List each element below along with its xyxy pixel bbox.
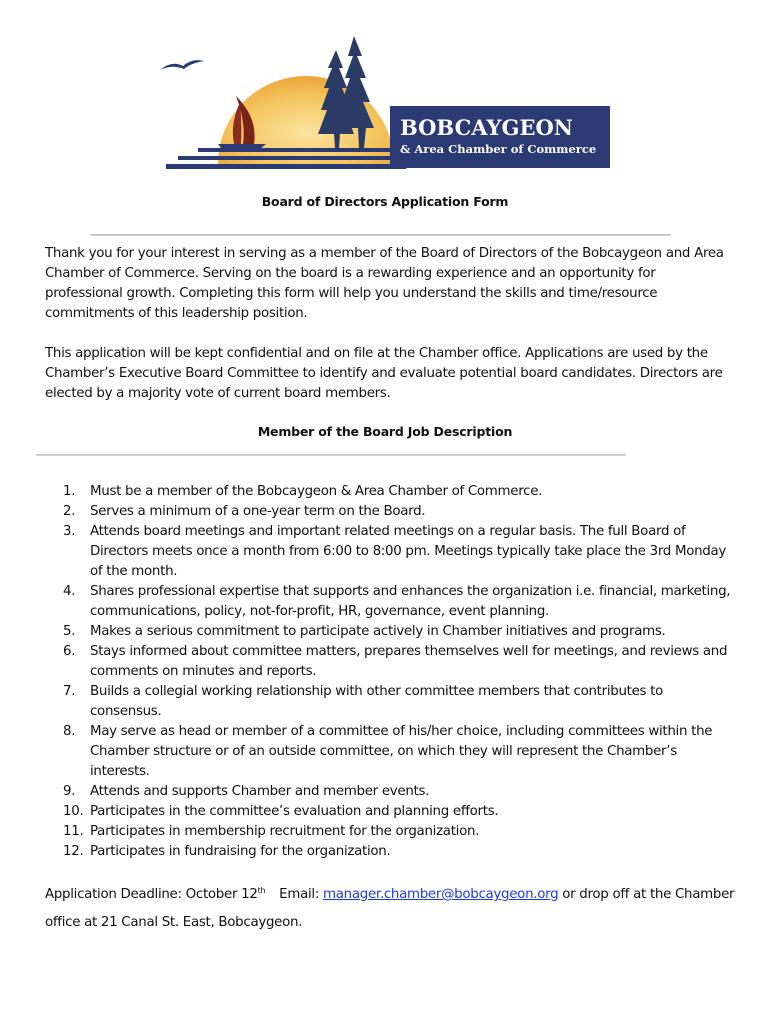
form-title: Board of Directors Application Form [261, 194, 509, 209]
deadline-suffix: th [257, 886, 266, 895]
logo-name: BOBCAYGEON [400, 115, 573, 140]
seagull-icon [160, 60, 204, 70]
intro-paragraph: Thank you for your interest in serving as a member of the Board of Directors of the Bobcaygeon and Area Chamber of Commerce. Serving on the board is a rewarding experience and an opportunity for professional growth. Completing this form will help you understand the skills and time/resource commitments of this leadership position. [45, 246, 724, 321]
item-text: Makes a serious commitment to participate actively in Chamber initiatives and programs. [90, 624, 666, 639]
item-number: 2. [63, 504, 76, 519]
item-text: Attends and supports Chamber and member events. [90, 784, 430, 799]
list-item [45, 682, 735, 722]
item-text: Stays informed about committee matters, prepares themselves well for meetings, and reviews and comments on minutes and reports. [90, 644, 728, 679]
item-text: Participates in fundraising for the organization. [90, 844, 391, 859]
list-item [45, 582, 735, 622]
item-number: 11. [63, 824, 84, 839]
duties-list [45, 482, 735, 862]
divider [36, 454, 626, 456]
chamber-logo [158, 36, 613, 174]
item-number: 8. [63, 724, 76, 739]
email-link[interactable]: manager.chamber@bobcaygeon.org [323, 887, 559, 902]
item-text: Builds a collegial working relationship with other committee members that contributes to consensus. [90, 684, 663, 719]
logo-tagline: & Area Chamber of Commerce [400, 142, 597, 156]
item-number: 7. [63, 684, 76, 699]
item-number: 3. [63, 524, 76, 539]
deadline-label: Application Deadline: October 12 [45, 887, 258, 902]
list-item [45, 642, 735, 682]
list-item [45, 782, 735, 802]
job-description-title: Member of the Board Job Description [257, 424, 513, 439]
item-text: May serve as head or member of a committee of his/her choice, including committees within the Chamber structure or of an outside committee, on which they will represent the Chamber’s interests. [90, 724, 713, 779]
item-text: Participates in membership recruitment for the organization. [90, 824, 480, 839]
item-number: 5. [63, 624, 76, 639]
item-text: Serves a minimum of a one-year term on the Board. [90, 504, 426, 519]
item-text: Must be a member of the Bobcaygeon & Area Chamber of Commerce. [90, 484, 543, 499]
list-item [45, 802, 735, 822]
email-label: Email: [279, 887, 320, 902]
item-number: 9. [63, 784, 76, 799]
list-item [45, 842, 735, 862]
application-deadline [45, 881, 735, 937]
list-item [45, 482, 735, 502]
list-item [45, 822, 735, 842]
confidentiality-paragraph: This application will be kept confidential and on file at the Chamber office. Applications are used by the Chamber’s Executive Board Committee to identify and evaluate potential board candidates. Directors are elected by a majority vote of current board members. [45, 346, 723, 401]
list-item [45, 522, 735, 582]
list-item [45, 722, 735, 782]
item-text: Shares professional expertise that supports and enhances the organization i.e. financial, marketing, communications, policy, not-for-profit, HR, governance, event planning. [90, 584, 731, 619]
item-number: 1. [63, 484, 76, 499]
item-text: Participates in the committee’s evaluation and planning efforts. [90, 804, 499, 819]
list-item [45, 622, 735, 642]
item-number: 4. [63, 584, 76, 599]
item-text: Attends board meetings and important related meetings on a regular basis. The full Board of Directors meets once a month from 6:00 to 8:00 pm. Meetings typically take place the 3rd Monday of the month. [90, 524, 727, 579]
item-number: 10. [63, 804, 84, 819]
item-number: 6. [63, 644, 76, 659]
item-number: 12. [63, 844, 84, 859]
divider [90, 234, 671, 236]
list-item [45, 502, 735, 522]
dropoff-text: or drop off at the Chamber office at 21 Canal St. East, Bobcaygeon. [45, 887, 735, 930]
